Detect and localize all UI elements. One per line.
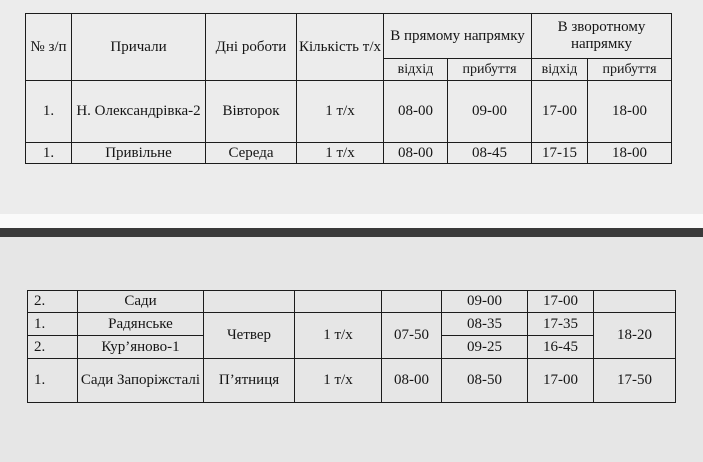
- row-day: Вівторок: [206, 81, 297, 143]
- row-reverse-depart: 17-00: [528, 359, 594, 403]
- page-divider-bar: [0, 228, 703, 237]
- header-forward-depart: відхід: [384, 59, 448, 81]
- row-reverse-depart: 16-45: [528, 336, 594, 359]
- row-forward-arrive: 09-25: [442, 336, 528, 359]
- header-reverse-depart: відхід: [532, 59, 588, 81]
- row-reverse-depart: 17-35: [528, 313, 594, 336]
- page-gap: [0, 214, 703, 228]
- row-reverse-arrive: 18-00: [588, 81, 672, 143]
- row-forward-arrive: 08-50: [442, 359, 528, 403]
- row-day-empty: [204, 291, 295, 313]
- row-day: П’ятниця: [204, 359, 295, 403]
- header-reverse-arrive: прибуття: [588, 59, 672, 81]
- row-count-empty: [295, 291, 382, 313]
- row-reverse-depart: 17-15: [532, 143, 588, 164]
- row-stop: Радянське: [78, 313, 204, 336]
- row-num: 1.: [26, 81, 72, 143]
- header-days: Дні роботи: [206, 14, 297, 81]
- table-row: [26, 143, 672, 164]
- group-day: Четвер: [204, 313, 295, 359]
- group-reverse-arrive: 18-20: [594, 313, 676, 359]
- header-num: № з/п: [26, 14, 72, 81]
- header-stops: Причали: [72, 14, 206, 81]
- row-reverse-depart: 17-00: [532, 81, 588, 143]
- table-row: [26, 81, 672, 143]
- schedule-table-top: [25, 13, 672, 164]
- row-forward-depart: 08-00: [382, 359, 442, 403]
- row-day: Середа: [206, 143, 297, 164]
- row-reverse-depart: 17-00: [528, 291, 594, 313]
- row-reverse-arrive: 17-50: [594, 359, 676, 403]
- row-stop: Привільне: [72, 143, 206, 164]
- header-reverse: В зворотному напрямку: [532, 14, 672, 59]
- row-forward-depart: 08-00: [384, 143, 448, 164]
- row-forward-arrive: 08-45: [448, 143, 532, 164]
- row-reverse-arrive-empty: [594, 291, 676, 313]
- row-num: 1.: [28, 359, 78, 403]
- row-count: 1 т/х: [295, 359, 382, 403]
- row-num: 2.: [28, 336, 78, 359]
- table-row: [28, 359, 676, 403]
- row-forward-depart: 08-00: [384, 81, 448, 143]
- table-row: [28, 313, 676, 336]
- row-stop: Кур’яново-1: [78, 336, 204, 359]
- header-forward: В прямому напрямку: [384, 14, 532, 59]
- header-forward-arrive: прибуття: [448, 59, 532, 81]
- row-num: 1.: [26, 143, 72, 164]
- row-stop: Сади: [78, 291, 204, 313]
- row-forward-arrive: 08-35: [442, 313, 528, 336]
- row-num: 1.: [28, 313, 78, 336]
- row-forward-arrive: 09-00: [442, 291, 528, 313]
- row-stop: Сади Запоріжсталі: [78, 359, 204, 403]
- row-reverse-arrive: 18-00: [588, 143, 672, 164]
- row-count: 1 т/х: [297, 143, 384, 164]
- header-count: Кількість т/х: [297, 14, 384, 81]
- row-forward-depart-empty: [382, 291, 442, 313]
- group-forward-depart: 07-50: [382, 313, 442, 359]
- row-num: 2.: [28, 291, 78, 313]
- schedule-table-bottom: [27, 290, 676, 403]
- row-forward-arrive: 09-00: [448, 81, 532, 143]
- table-row: [28, 291, 676, 313]
- group-count: 1 т/х: [295, 313, 382, 359]
- row-count: 1 т/х: [297, 81, 384, 143]
- row-stop: Н. Олександрівка-2: [72, 81, 206, 143]
